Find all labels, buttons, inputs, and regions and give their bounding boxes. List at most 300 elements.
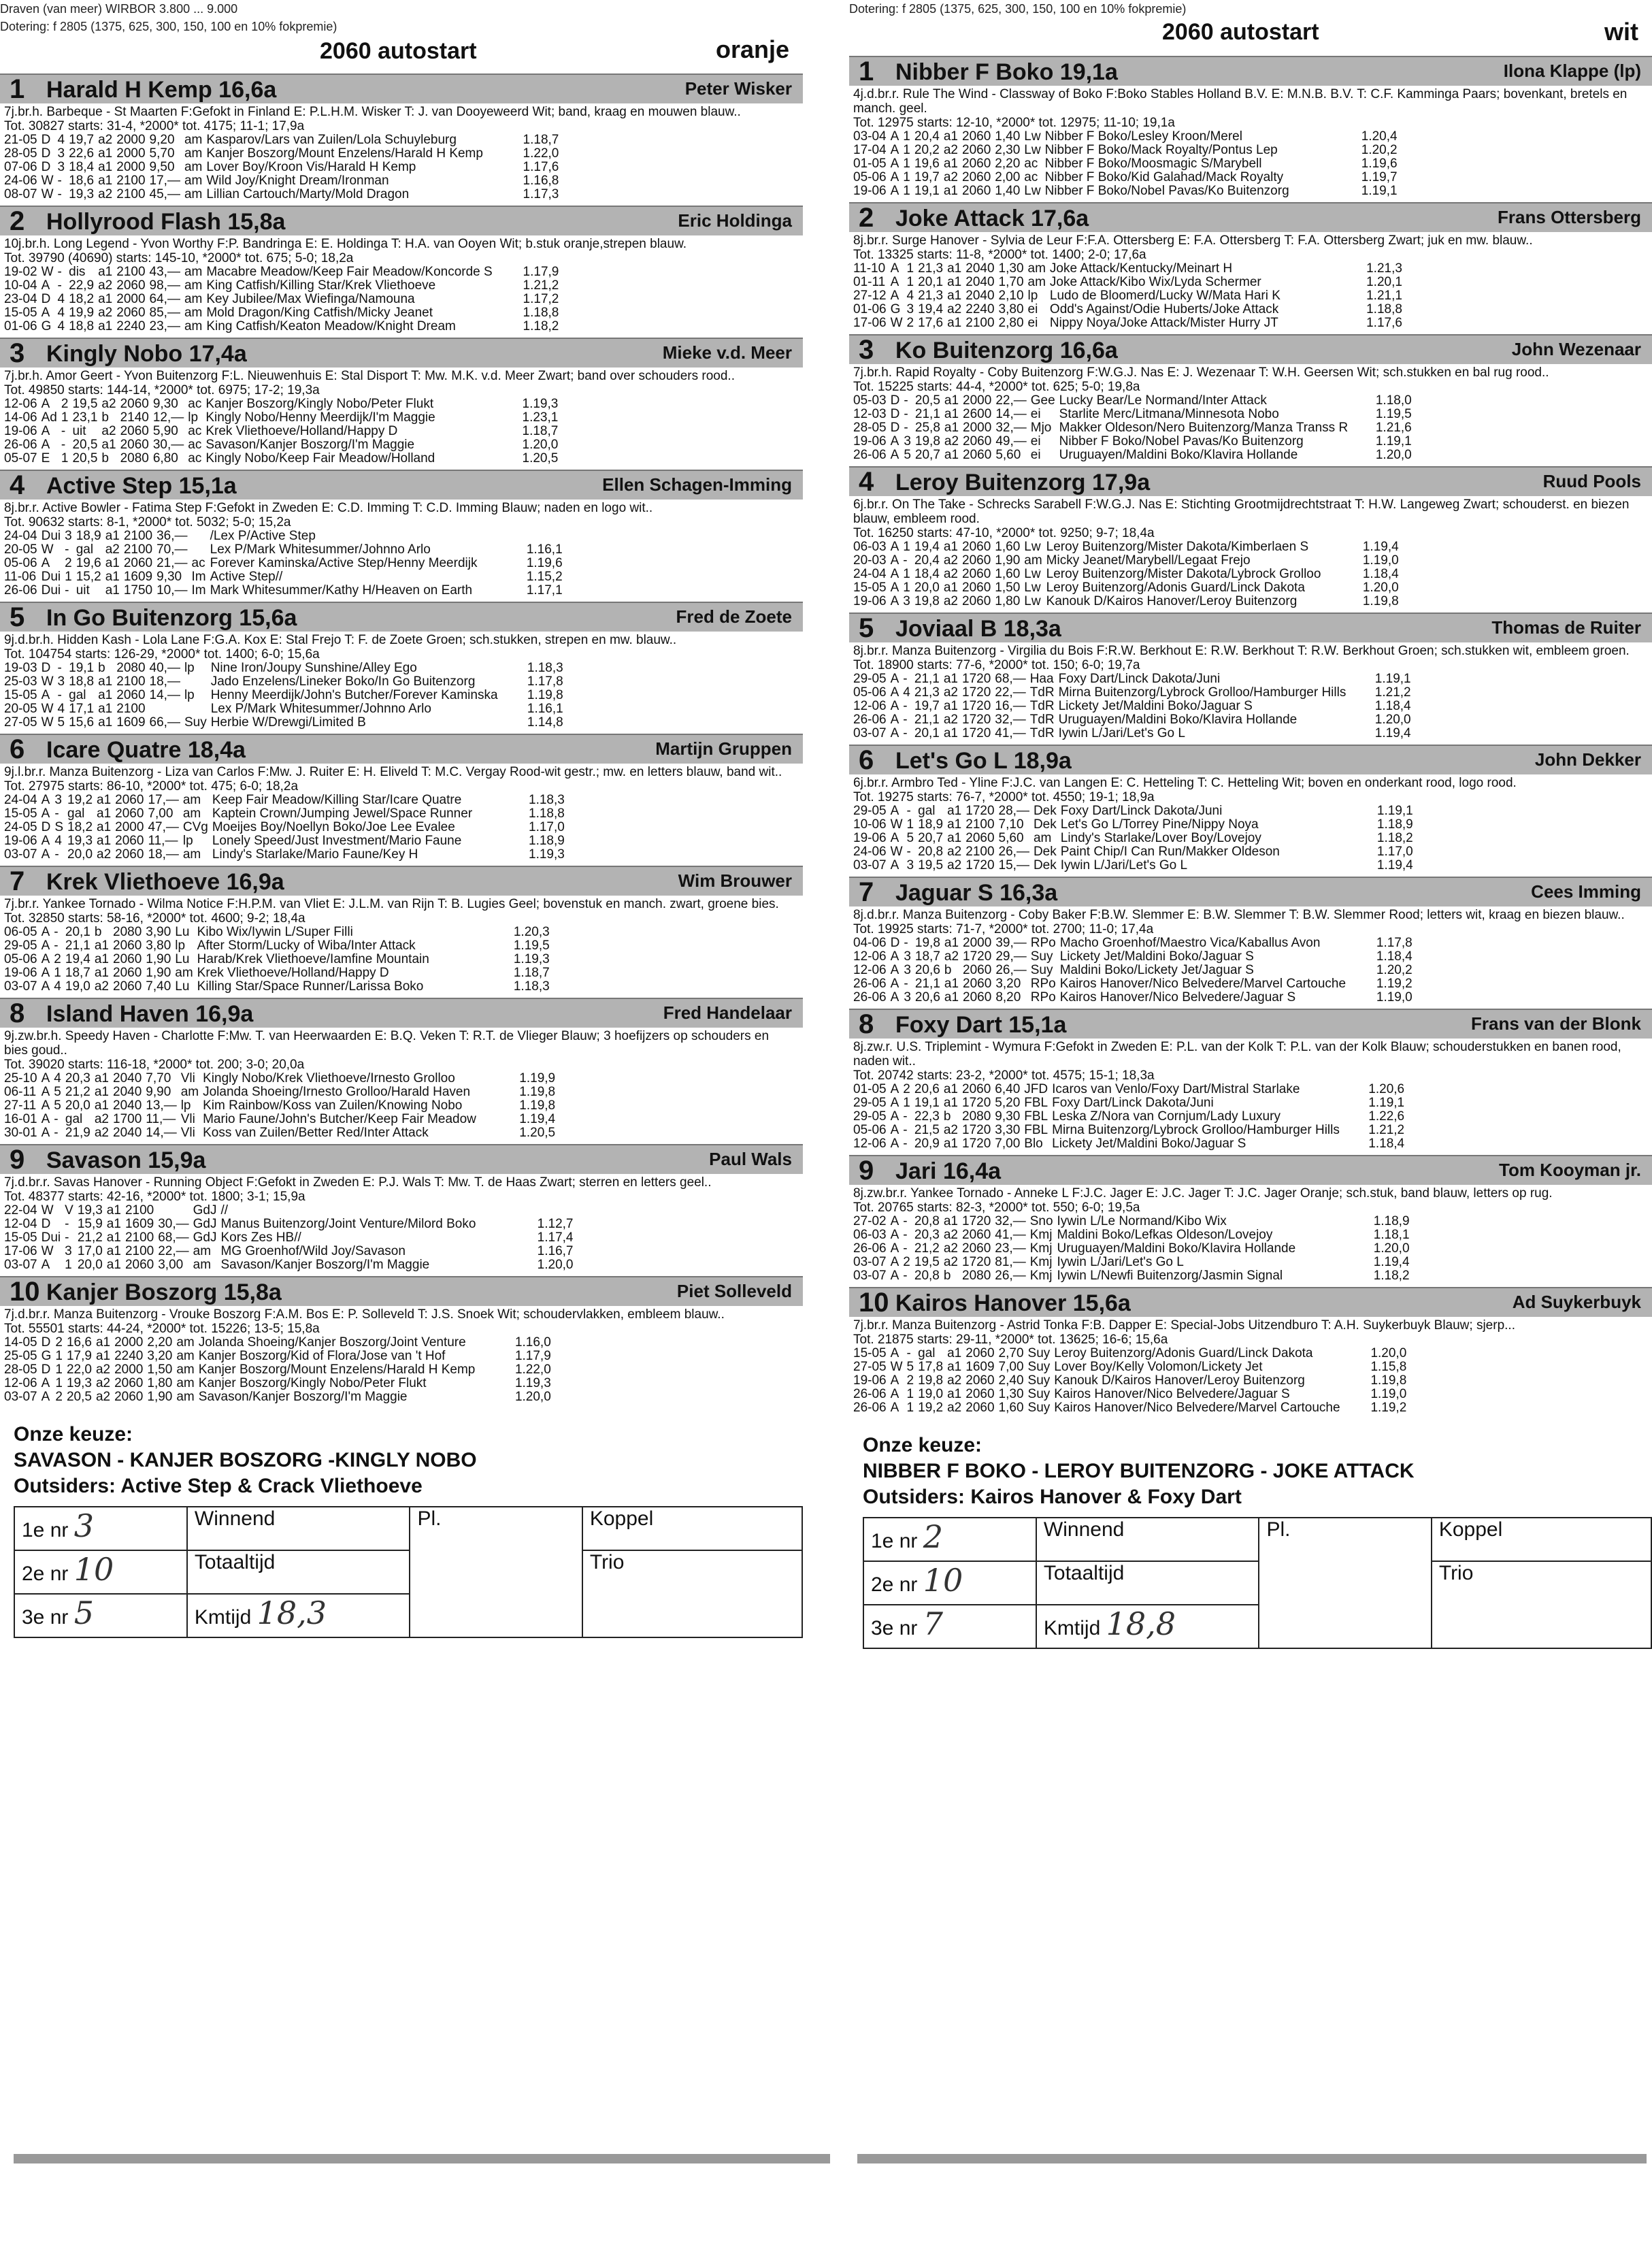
horse-pedigree: 9j.d.br.h. Hidden Kash - Lola Lane F:G.A. Kox E: Stal Frejo T: F. de Zoete Groen; sch.stukken, strepen en mw. blauw.. [4,633,677,647]
form-row [4,939,554,953]
form-cell-tm: 20,8 [914,1214,940,1228]
form-cell-race: Forever Kaminska/Active Step/Henny Meerdijk [210,556,478,570]
form-row [4,1231,578,1245]
form-row [4,1126,559,1140]
form-cell-tr: Suy [1030,949,1053,964]
form-cell-race: Iywin L/Le Normand/Kibo Wix [1057,1214,1227,1228]
form-cell-s: a1 [98,715,113,730]
form-row [853,595,1403,608]
form-cell-dist: 2060 [125,1258,154,1272]
form-cell-pr: 41,— [995,1228,1026,1242]
form-cell-pr: 1,50 [995,581,1021,595]
horse-trainer: Piet Solleveld [676,1281,792,1301]
form-cell-s: a2 [943,143,958,157]
form-cell-win: 1.19,8 [1362,594,1399,608]
form-cell-t: A [41,1390,50,1404]
form-row [4,584,567,598]
form-cell-pr: 16,— [995,699,1026,713]
form-cell-tm: 21,1 [914,713,940,727]
form-cell-s: a2 [947,1401,962,1415]
form-row [853,276,1406,289]
form-cell-t: W [41,1203,54,1218]
form-cell-race: Iywin L/Jari/Let's Go L [1058,726,1185,740]
form-cell-s: a1 [94,1098,109,1113]
grid-cell-koppel: Koppel [582,1507,802,1550]
horse-totals: Tot. 90632 starts: 8-1, *2000* tot. 5032; 5-0; 15,2a [4,515,291,529]
form-cell-t: A [41,1126,50,1140]
form-cell-win: 1.19,3 [514,1376,551,1390]
form-cell-p: - [54,1126,59,1140]
form-cell-t: A [890,1228,899,1242]
form-cell-race: Leroy Buitenzorg/Mister Dakota/Kimberlaen S [1046,540,1309,554]
form-cell-tm: 20,0 [77,1258,103,1272]
horse-entry [849,56,1652,198]
form-cell-tr [192,529,210,543]
form-cell-pr [158,1204,193,1218]
form-cell-p: 3 [906,302,914,316]
form-cell-d: 26-06 [853,1387,887,1401]
horse-name: Active Step 15,1a [46,473,237,499]
form-cell-p: 2 [903,1255,910,1269]
form-cell-tr: lp [175,938,186,953]
form-cell-race: Herbie W/Drewgi/Limited B [210,715,366,730]
form-cell-dist: 2060 [962,184,991,198]
horse-totals: Tot. 20742 starts: 23-2, *2000* tot. 4575; 15-1; 18,3a [853,1068,1155,1083]
form-cell-tr: FBL [1024,1109,1048,1124]
form-cell-tm: 21,1 [914,407,940,421]
form-cell-tm: 18,7 [914,949,940,964]
form-row [853,554,1403,568]
form-cell-race: Jado Enzelens/Lineker Boko/In Go Buitenzorg [210,674,476,689]
form-cell-race: King Catfish/Killing Star/Krek Vliethoeve [206,278,436,293]
form-cell-tr: Im [191,583,206,598]
bottom-divider [857,2154,1647,2163]
form-row [853,950,1417,964]
horse-number: 2 [10,206,25,236]
form-cell-p: 1 [903,540,910,554]
our-pick [849,1434,1652,1509]
form-cell-dist: 1720 [963,949,992,964]
form-cell-pr: 23,— [995,1241,1026,1256]
form-row [4,1350,555,1363]
form-row [4,1377,555,1390]
form-cell-win: 1.14,8 [527,715,563,730]
form-cell-win: 1.17,9 [514,1349,551,1363]
grid-label: 2e nr [871,1573,918,1596]
horse-entry [0,602,803,730]
form-cell-tr: FBL [1024,1096,1048,1110]
form-cell-dist: 2040 [965,289,995,303]
horse-number: 10 [10,1277,40,1307]
form-row [853,408,1416,421]
form-cell-tr [184,702,211,716]
form-cell-tm: 18,9 [76,529,101,543]
form-cell-pr: 1,60 [998,1401,1024,1415]
form-cell-d: 05-06 [853,685,887,700]
form-row [853,1083,1408,1096]
form-cell-pr: 11,— [148,834,178,848]
form-cell-pr: 21,— [156,556,188,570]
form-cell-dist: 2060 [114,1390,144,1404]
form-cell-d: 26-06 [4,438,37,452]
form-cell-pr: 2,30 [995,143,1021,157]
form-cell-tr: am [193,1258,212,1272]
form-cell-t: D [41,820,51,834]
horse-totals: Tot. 104754 starts: 126-29, *2000* tot. 1400; 6-0; 15,6a [4,647,320,662]
form-cell-s: a1 [943,184,958,198]
form-cell-s: a2 [101,397,116,411]
horse-entry [0,1144,803,1272]
form-cell-tr: TdR [1029,713,1055,727]
form-row [853,540,1403,554]
form-cell-p: - [54,806,59,821]
form-cell-pr: 1,40 [995,184,1021,198]
form-cell-tm: 21,2 [65,1085,90,1099]
form-cell-s: a2 [943,170,958,184]
form-cell-t: D [41,661,51,675]
grid-label: 2e nr [22,1563,69,1585]
form-cell-d: 28-05 [4,146,37,161]
form-cell-t: A [41,834,50,848]
form-cell-p: - [904,936,908,950]
horse-totals: Tot. 48377 starts: 42-16, *2000* tot. 1800; 3-1; 15,9a [4,1190,305,1204]
horse-totals: Tot. 49850 starts: 144-14, *2000* tot. 6975; 17-2; 19,3a [4,383,320,397]
horse-trainer: Frans van der Blonk [1471,1013,1641,1034]
form-cell-s: a2 [943,1228,958,1242]
horse-number: 9 [10,1145,25,1175]
horse-pedigree: 8j.br.r. Manza Buitenzorg - Virgilia du Bois F:R.W. Berkhout E: R.W. Berkhout T: R.W. Berkhout Groen; sch.stukken wit, embleem groen. [853,644,1630,658]
form-cell-p: 1 [903,170,910,184]
form-cell-dist: 1720 [962,685,991,700]
horse-name: Leroy Buitenzorg 17,9a [895,470,1151,495]
form-cell-win: 1.20,3 [513,925,550,939]
form-cell-dist: 2060 [120,438,149,452]
form-cell-pr: 28,— [998,804,1029,818]
form-cell-d: 01-11 [853,275,886,289]
form-cell-s: a2 [943,553,958,568]
horse-trainer: Ilona Klappe (lp) [1503,61,1641,81]
form-cell-p: 2 [54,952,61,966]
form-cell-race: Active Step// [210,570,283,584]
horse-header [0,470,803,500]
form-cell-d: 24-05 [4,820,37,834]
form-cell-race: Foxy Dart/Linck Dakota/Juni [1060,804,1223,818]
form-cell-dist: 2060 [113,966,142,980]
form-cell-dist: 2040 [965,261,995,276]
form-cell-t: D [890,421,900,435]
form-cell-t: W [890,316,903,330]
horse-entry [849,1009,1652,1151]
form-cell-win: 1.17,4 [537,1230,574,1245]
form-cell-tm: 18,7 [65,966,90,980]
grid-cell-c3 [1036,1605,1259,1648]
form-cell-win: 1.19,4 [1373,1255,1410,1269]
form-cell-d: 24-04 [4,793,37,807]
horse-name: Let's Go L 18,9a [895,748,1072,774]
form-cell-p: 3 [904,434,911,448]
form-cell-win: 1.18,8 [523,306,559,320]
form-cell-tm: 20,5 [72,451,98,466]
form-cell-t: D [41,292,51,306]
form-cell-pr: 43,— [149,265,180,279]
form-row [853,1110,1408,1124]
form-cell-s: a2 [944,949,959,964]
form-cell-tm: 19,1 [914,184,940,198]
form-row [4,966,554,980]
form-cell-race: Kaptein Crown/Jumping Jewel/Space Runner [212,806,473,821]
horse-name: Joke Attack 17,6a [895,206,1089,231]
form-cell-tm: 20,5 [72,438,98,452]
form-row [853,1388,1410,1401]
form-cell-tm: 19,5 [914,1255,940,1269]
form-cell-race: Jolanda Shoeing/Kanjer Boszorg/Joint Venture [198,1335,466,1350]
form-cell-tm: 21,2 [914,1241,940,1256]
form-cell-p: - [906,1346,911,1360]
form-cell-win: 1.18,9 [1376,817,1413,832]
form-cell-p: 2 [55,1390,63,1404]
form-cell-dist: 2100 [965,817,995,832]
form-cell-pr: 18,— [148,847,179,862]
form-cell-pr: 1,60 [995,540,1021,554]
form-cell-tm: 20,1 [65,925,90,939]
form-cell-win: 1.18,2 [1373,1269,1410,1283]
form-cell-d: 27-05 [853,1360,887,1374]
form-cell-tm: 22,9 [69,278,95,293]
form-cell-d: 15-05 [4,306,37,320]
form-cell-pr: 15,— [998,858,1029,872]
form-cell-tr: ac [1024,170,1038,184]
form-row [4,807,569,821]
form-cell-race: Lover Boy/Kroon Vis/Harald H Kemp [206,160,416,174]
handwritten-number: 10 [923,1562,963,1599]
form-cell-race: Nippy Noya/Joke Attack/Mister Hurry JT [1049,316,1278,330]
form-cell-t: A [41,847,50,862]
form-row [853,1347,1410,1360]
form-cell-s: a2 [98,278,113,293]
form-cell-tr: lp [182,834,193,848]
horse-header [849,334,1652,364]
form-cell-win: 1.19,4 [519,1112,556,1126]
form-cell-t: Dui [41,570,61,584]
form-cell-win: 1.19,5 [1375,407,1412,421]
form-cell-race: Killing Star/Space Runner/Larissa Boko [197,979,424,994]
form-cell-win: 1.19,0 [1370,1387,1407,1401]
form-cell-p: - [903,1269,908,1283]
form-cell-race: Lonely Speed/Just Investment/Mario Faune [212,834,462,848]
form-row [853,1374,1410,1388]
form-cell-p: 4 [57,702,65,716]
horse-pedigree: 6j.br.r. Armbro Ted - Yline F:J.C. van Langen E: C. Hetteling T: C. Hetteling Wit; boven en onderkant rood, logo rood. [853,776,1517,790]
form-cell-d: 12-06 [853,949,887,964]
form-cell-d: 12-06 [853,699,887,713]
form-cell-tr: ac [188,438,202,452]
form-cell-tm: 17,8 [918,1360,944,1374]
form-cell-win: 1.22,0 [514,1362,551,1377]
form-cell-win: 1.18,3 [527,661,563,675]
form-cell-pr: 6,80 [152,451,178,466]
form-cell-t: A [41,952,50,966]
form-row [853,289,1406,303]
form-cell-pr: 40,— [149,661,180,675]
horse-name: Kairos Hanover 15,6a [895,1290,1131,1316]
form-cell-pr: 36,— [156,529,188,543]
form-cell-pr: 9,30 [156,570,182,584]
form-cell-d: 04-06 [853,936,887,950]
form-cell-race: Koss van Zuilen/Better Red/Inter Attack [203,1126,429,1140]
form-cell-tm: 20,3 [65,1071,90,1085]
form-cell-race: Foxy Dart/Linck Dakota/Juni [1058,672,1221,686]
form-cell-race: Leroy Buitenzorg/Mister Dakota/Lybrock Grolloo [1046,567,1321,581]
form-cell-win: 1.21,3 [1366,261,1402,276]
pick-line: SAVASON - KANJER BOSZORG -KINGLY NOBO [14,1449,477,1471]
form-cell-tr: am [176,1362,195,1377]
form-table [4,794,569,862]
form-cell-tm: gal [918,1346,936,1360]
form-cell-pr: 17,— [148,793,179,807]
form-cell-win: 1.20,5 [522,451,559,466]
form-cell-s: a2 [94,1126,109,1140]
form-cell-win: 1.19,6 [1361,157,1398,171]
form-cell-p: 2 [906,1373,914,1388]
handwritten-number: 2 [923,1518,944,1555]
form-cell-p: 2 [61,397,69,411]
horse-header [849,612,1652,642]
form-row [853,859,1417,872]
form-cell-t: A [890,1373,899,1388]
form-cell-dist: 2040 [113,1098,142,1113]
form-cell-d: 03-07 [853,1255,887,1269]
form-cell-tm: 20,3 [914,1228,940,1242]
form-row [4,689,567,702]
form-cell-d: 17-06 [4,1244,37,1258]
form-cell-pr: 7,70 [146,1071,171,1085]
form-cell-t: A [890,949,899,964]
form-cell-p: 3 [57,674,65,689]
form-cell-tm: 21,5 [914,1123,940,1137]
horse-pedigree: 6j.br.r. On The Take - Schrecks Sarabell F:W.G.J. Nas E: Stichting Grootmijdrechtstraat T: H.W. Langeweg Zwart; schouderst. en biezen blauw, embleem rood. [853,497,1630,526]
horse-trainer: Ad Suykerbuyk [1512,1292,1641,1312]
form-cell-p: 4 [57,319,65,333]
form-cell-tm: 22,6 [69,146,95,161]
form-cell-tr: am [175,966,193,980]
horse-trainer: Ellen Schagen-Imming [602,474,792,495]
form-cell-win [508,529,567,543]
form-cell-t: A [890,448,899,462]
form-cell-win: 1.19,1 [1375,434,1412,448]
form-cell-s: a1 [94,966,109,980]
form-row [4,529,567,543]
form-cell-dist: 2060 [965,1346,995,1360]
form-cell-pr: 3,90 [146,925,171,939]
form-cell-pr: 3,20 [995,977,1021,991]
form-cell-d: 17-06 [853,316,887,330]
form-cell-tr: am [176,1335,195,1350]
form-cell-dist: 2060 [962,143,991,157]
form-cell-pr: 2,10 [998,289,1024,303]
horse-pedigree: 7j.d.br.r. Savas Hanover - Running Object F:Gefokt in Zweden E: P.J. Wals T: Mw. T. de Haas Zwart; sterren en letters geel.. [4,1175,712,1190]
form-cell-race: Krek Vliethoeve/Holland/Happy D [197,966,389,980]
form-cell-pr: 2,40 [998,1373,1024,1388]
form-cell-t: A [890,129,899,144]
form-cell-t: A [890,594,899,608]
horse-totals: Tot. 30827 starts: 31-4, *2000* tot. 4175; 11-1; 17,9a [4,119,305,133]
horse-trainer: Wim Brouwer [678,870,792,891]
horse-trainer: Frans Ottersberg [1498,207,1641,227]
form-cell-dist: 1720 [962,672,991,686]
form-cell-tr: am [1027,261,1046,276]
horse-trainer: Tom Kooyman jr. [1499,1160,1641,1180]
form-cell-t: A [41,1376,50,1390]
form-cell-dist: 2100 [125,1230,154,1245]
form-cell-s: b [98,661,105,675]
form-cell-race: Leska Z/Nora van Cornjum/Lady Luxury [1052,1109,1281,1124]
grid-label: 3e nr [22,1606,69,1629]
horse-totals: Tot. 27975 starts: 86-10, *2000* tot. 475; 6-0; 18,2a [4,779,299,794]
form-cell-win: 1.19,2 [1370,1401,1407,1415]
form-cell-tm: 22,0 [66,1362,92,1377]
horse-entry [0,734,803,862]
horse-entry [849,1287,1652,1415]
horse-totals: Tot. 39020 starts: 116-18, *2000* tot. 200; 3-0; 20,0a [4,1058,305,1072]
form-cell-dist: 2060 [115,847,144,862]
form-row [4,570,567,584]
form-cell-win: 1.20,0 [1375,448,1412,462]
form-cell-tm: gal [76,542,94,557]
form-cell-t: A [890,1255,899,1269]
form-cell-t: A [41,1258,50,1272]
form-cell-s: a1 [947,1346,962,1360]
form-cell-s: b [94,925,102,939]
form-cell-p: 1 [906,1401,914,1415]
form-cell-s: a1 [947,316,962,330]
horse-totals: Tot. 32850 starts: 58-16, *2000* tot. 4600; 9-2; 18,4a [4,911,305,926]
form-cell-dist: 2100 [116,674,146,689]
form-cell-tr: am [176,1390,195,1404]
form-cell-p: - [65,542,69,557]
form-cell-s: a1 [94,1085,109,1099]
form-cell-tm: 20,4 [914,553,940,568]
form-cell-s: a1 [105,529,120,543]
horse-name: Nibber F Boko 19,1a [895,59,1118,85]
form-cell-tm: 19,8 [914,434,940,448]
form-cell-s: a1 [94,952,109,966]
form-cell-pr: 13,— [146,1098,177,1113]
form-cell-p: 1 [55,1376,63,1390]
form-cell-d: 03-07 [853,1269,887,1283]
grid-cell-r2 [863,1561,1036,1605]
form-cell-s: a1 [943,540,958,554]
form-cell-d: 14-05 [4,1335,37,1350]
form-cell-win: 1.18,0 [1375,393,1412,408]
form-cell-tr: Kmj [1029,1228,1053,1242]
form-cell-win: 1.17,2 [523,292,559,306]
form-cell-p: 4 [57,292,65,306]
form-cell-d: 22-04 [4,1203,37,1218]
form-cell-dist: 2100 [116,265,146,279]
form-cell-pr: 6,40 [995,1082,1021,1096]
form-cell-s: a1 [97,806,112,821]
form-cell-tm: 20,4 [914,129,940,144]
form-cell-d: 20-05 [4,542,37,557]
form-cell-win: 1.16,0 [514,1335,551,1350]
bet-grid [14,1506,803,1638]
form-row [853,568,1403,581]
form-cell-d: 10-06 [853,817,887,832]
form-cell-dist: 2060 [962,1082,991,1096]
form-cell-tm: 21,1 [914,672,940,686]
form-cell-t: W [41,715,54,730]
form-cell-p: 2 [906,316,914,330]
